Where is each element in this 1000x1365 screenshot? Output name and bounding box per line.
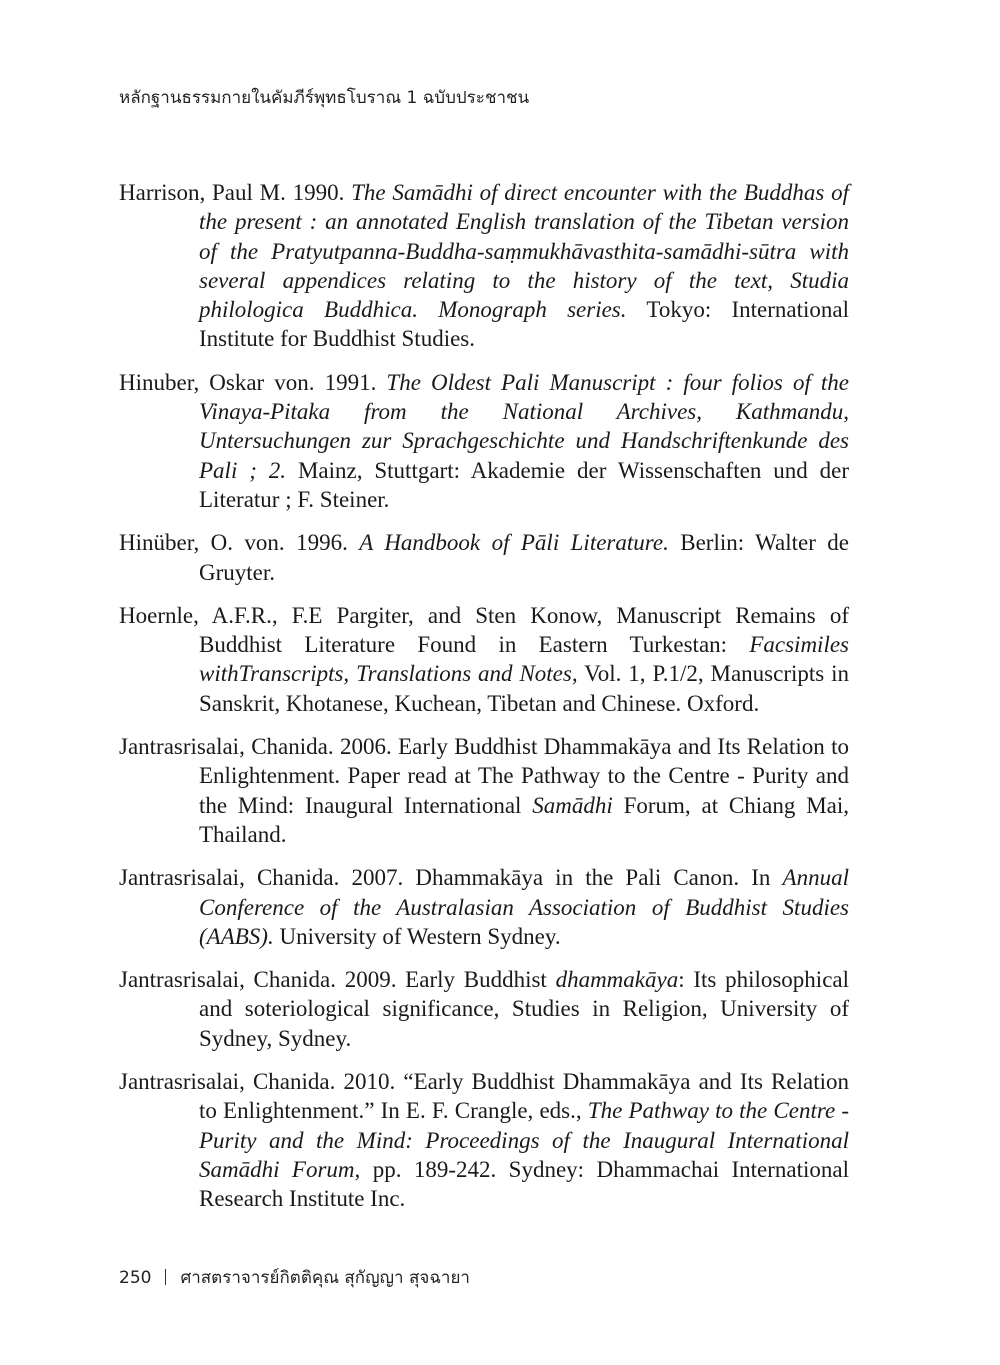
reference-list	[119, 178, 849, 1228]
reference-text: Forum, at Chiang Mai, Thailand.	[199, 792, 849, 847]
reference-text: Jantrasrisalai, Chanida. 2006. Early Buddhist Dhammakāya and Its Relation to Enlightenment. Paper read at The Pathway to the Centre - Purity and the Mind: Inaugural International	[119, 734, 849, 818]
reference-entry	[119, 368, 849, 514]
footer-divider	[165, 1269, 166, 1285]
reference-text: Mainz, Stuttgart: Akademie der Wissenschaften und der Literatur ; F. Steiner.	[199, 457, 849, 512]
reference-text: Hinüber, O. von. 1996.	[119, 530, 360, 556]
reference-text: Hinuber, Oskar von. 1991.	[119, 369, 387, 395]
reference-text: University of Western Sydney.	[273, 923, 561, 949]
reference-text: Berlin: Walter de Gruyter.	[199, 530, 849, 585]
reference-entry	[119, 1067, 849, 1213]
footer-author: ศาสตราจารย์กิตติคุณ สุกัญญา สุจฉายา	[180, 1268, 470, 1288]
reference-text: Tokyo: International Institute for Buddhist Studies.	[199, 297, 849, 352]
reference-entry	[119, 601, 849, 718]
reference-entry	[119, 528, 849, 587]
reference-title-italic: A Handbook of Pāli Literature.	[359, 530, 669, 556]
page-number: 250	[119, 1268, 152, 1288]
reference-text: Harrison, Paul M. 1990.	[119, 180, 352, 205]
reference-title-italic: dhammakāya	[555, 967, 679, 993]
page-footer	[119, 1264, 470, 1291]
reference-entry	[119, 732, 849, 849]
reference-entry	[119, 863, 849, 951]
reference-text: Jantrasrisalai, Chanida. 2009. Early Buddhist	[119, 967, 556, 993]
reference-title-italic: Annual Conference of the Australasian Association of Buddhist Studies (AABS).	[199, 865, 849, 949]
reference-text: Jantrasrisalai, Chanida. 2007. Dhammakāya in the Pali Canon. In	[119, 865, 783, 891]
reference-title-italic: The Pathway to the Centre - Purity and the Mind: Proceedings of the Inaugural International Samādhi Forum,	[199, 1098, 849, 1182]
reference-title-italic: The Samādhi of direct encounter with the Buddhas of the present : an annotated English translation of the Tibetan version of the Pratyutpanna-Buddha-saṃmukhāvasthita-samādhi-sūtra with several appendices relating to the history of the text, Studia philologica Buddhica. Monograph series.	[199, 180, 849, 323]
reference-text: Jantrasrisalai, Chanida. 2010. “Early Buddhist Dhammakāya and Its Relation to Enlightenment.” In E. F. Crangle, eds.,	[119, 1069, 849, 1124]
running-header: หลักฐานธรรมกายในคัมภีร์พุทธโบราณ 1 ฉบับประชาชน	[119, 88, 530, 108]
reference-entry	[119, 965, 849, 1053]
reference-text: Hoernle, A.F.R., F.E Pargiter, and Sten Konow, Manuscript Remains of Buddhist Literature Found in Eastern Turkestan:	[119, 602, 849, 658]
reference-title-italic: The Oldest Pali Manuscript : four folios of the Vinaya-Pitaka from the National Archives, Kathmandu, Untersuchungen zur Sprachgeschichte und Handschriftenkunde des Pali ; 2.	[199, 369, 849, 483]
reference-title-italic: Facsimiles withTranscripts, Translations and Notes,	[199, 632, 849, 687]
reference-entry	[119, 178, 849, 354]
reference-text: : Its philosophical and soteriological significance, Studies in Religion, University of Sydney, Sydney.	[199, 967, 850, 1051]
reference-title-italic: Samādhi	[532, 792, 613, 818]
reference-text: Vol. 1, P.1/2, Manuscripts in Sanskrit, Khotanese, Kuchean, Tibetan and Chinese. Oxford.	[199, 661, 850, 716]
reference-text: pp. 189-242. Sydney: Dhammachai International Research Institute Inc.	[199, 1156, 849, 1212]
